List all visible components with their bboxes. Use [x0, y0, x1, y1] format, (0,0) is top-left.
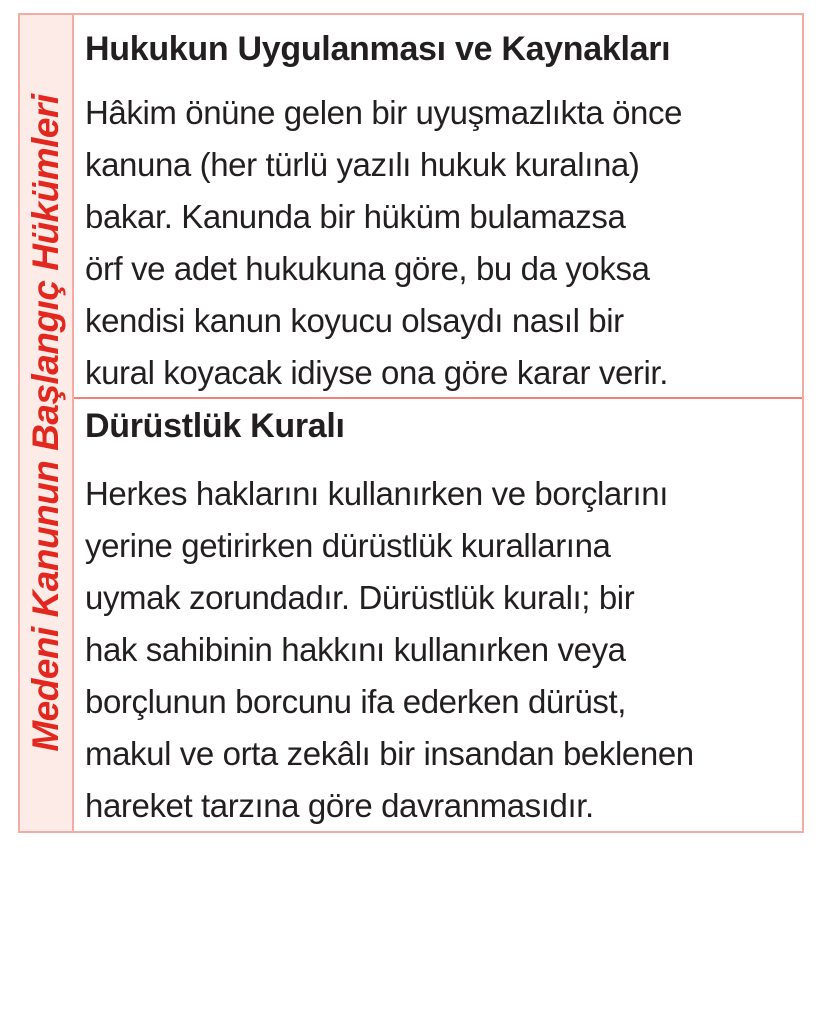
table-row-header-cell: [20, 15, 74, 831]
paragraph-line: makul ve orta zekâlı bir insandan beklenen: [85, 735, 694, 772]
paragraph-line: uymak zorundadır. Dürüstlük kuralı; bir: [85, 579, 635, 616]
paragraph-line: kendisi kanun koyucu olsaydı nasıl bir: [85, 302, 624, 339]
paragraph-line: bakar. Kanunda bir hüküm bulamazsa: [85, 198, 626, 235]
section-paragraph: [85, 468, 802, 831]
paragraph-line: yerine getirirken dürüstlük kurallarına: [85, 527, 611, 564]
section-durustluk-kurali: [74, 399, 802, 831]
paragraph-line: Herkes haklarını kullanırken ve borçlarını: [85, 475, 668, 512]
paragraph-line: Hâkim önüne gelen bir uyuşmazlıkta önce: [85, 94, 683, 131]
paragraph-line: örf ve adet hukukuna göre, bu da yoksa: [85, 250, 650, 287]
row-header-vertical-label: Medeni Kanunun Başlangıç Hükümleri: [25, 94, 66, 752]
law-topics-table: [18, 13, 804, 833]
table-content-column: [74, 15, 802, 831]
section-paragraph: [85, 87, 802, 399]
section-title: Dürüstlük Kuralı: [85, 407, 345, 445]
paragraph-line: kanuna (her türlü yazılı hukuk kuralına): [85, 146, 640, 183]
paragraph-line: kural koyacak idiyse ona göre karar verir.: [85, 354, 668, 391]
paragraph-line: hak sahibinin hakkını kullanırken veya: [85, 631, 626, 668]
section-hukukun-uygulanmasi: [74, 15, 802, 399]
section-title: Hukukun Uygulanması ve Kaynakları: [85, 30, 671, 68]
paragraph-line: borçlunun borcunu ifa ederken dürüst,: [85, 683, 627, 720]
paragraph-line: hareket tarzına göre davranmasıdır.: [85, 787, 594, 824]
